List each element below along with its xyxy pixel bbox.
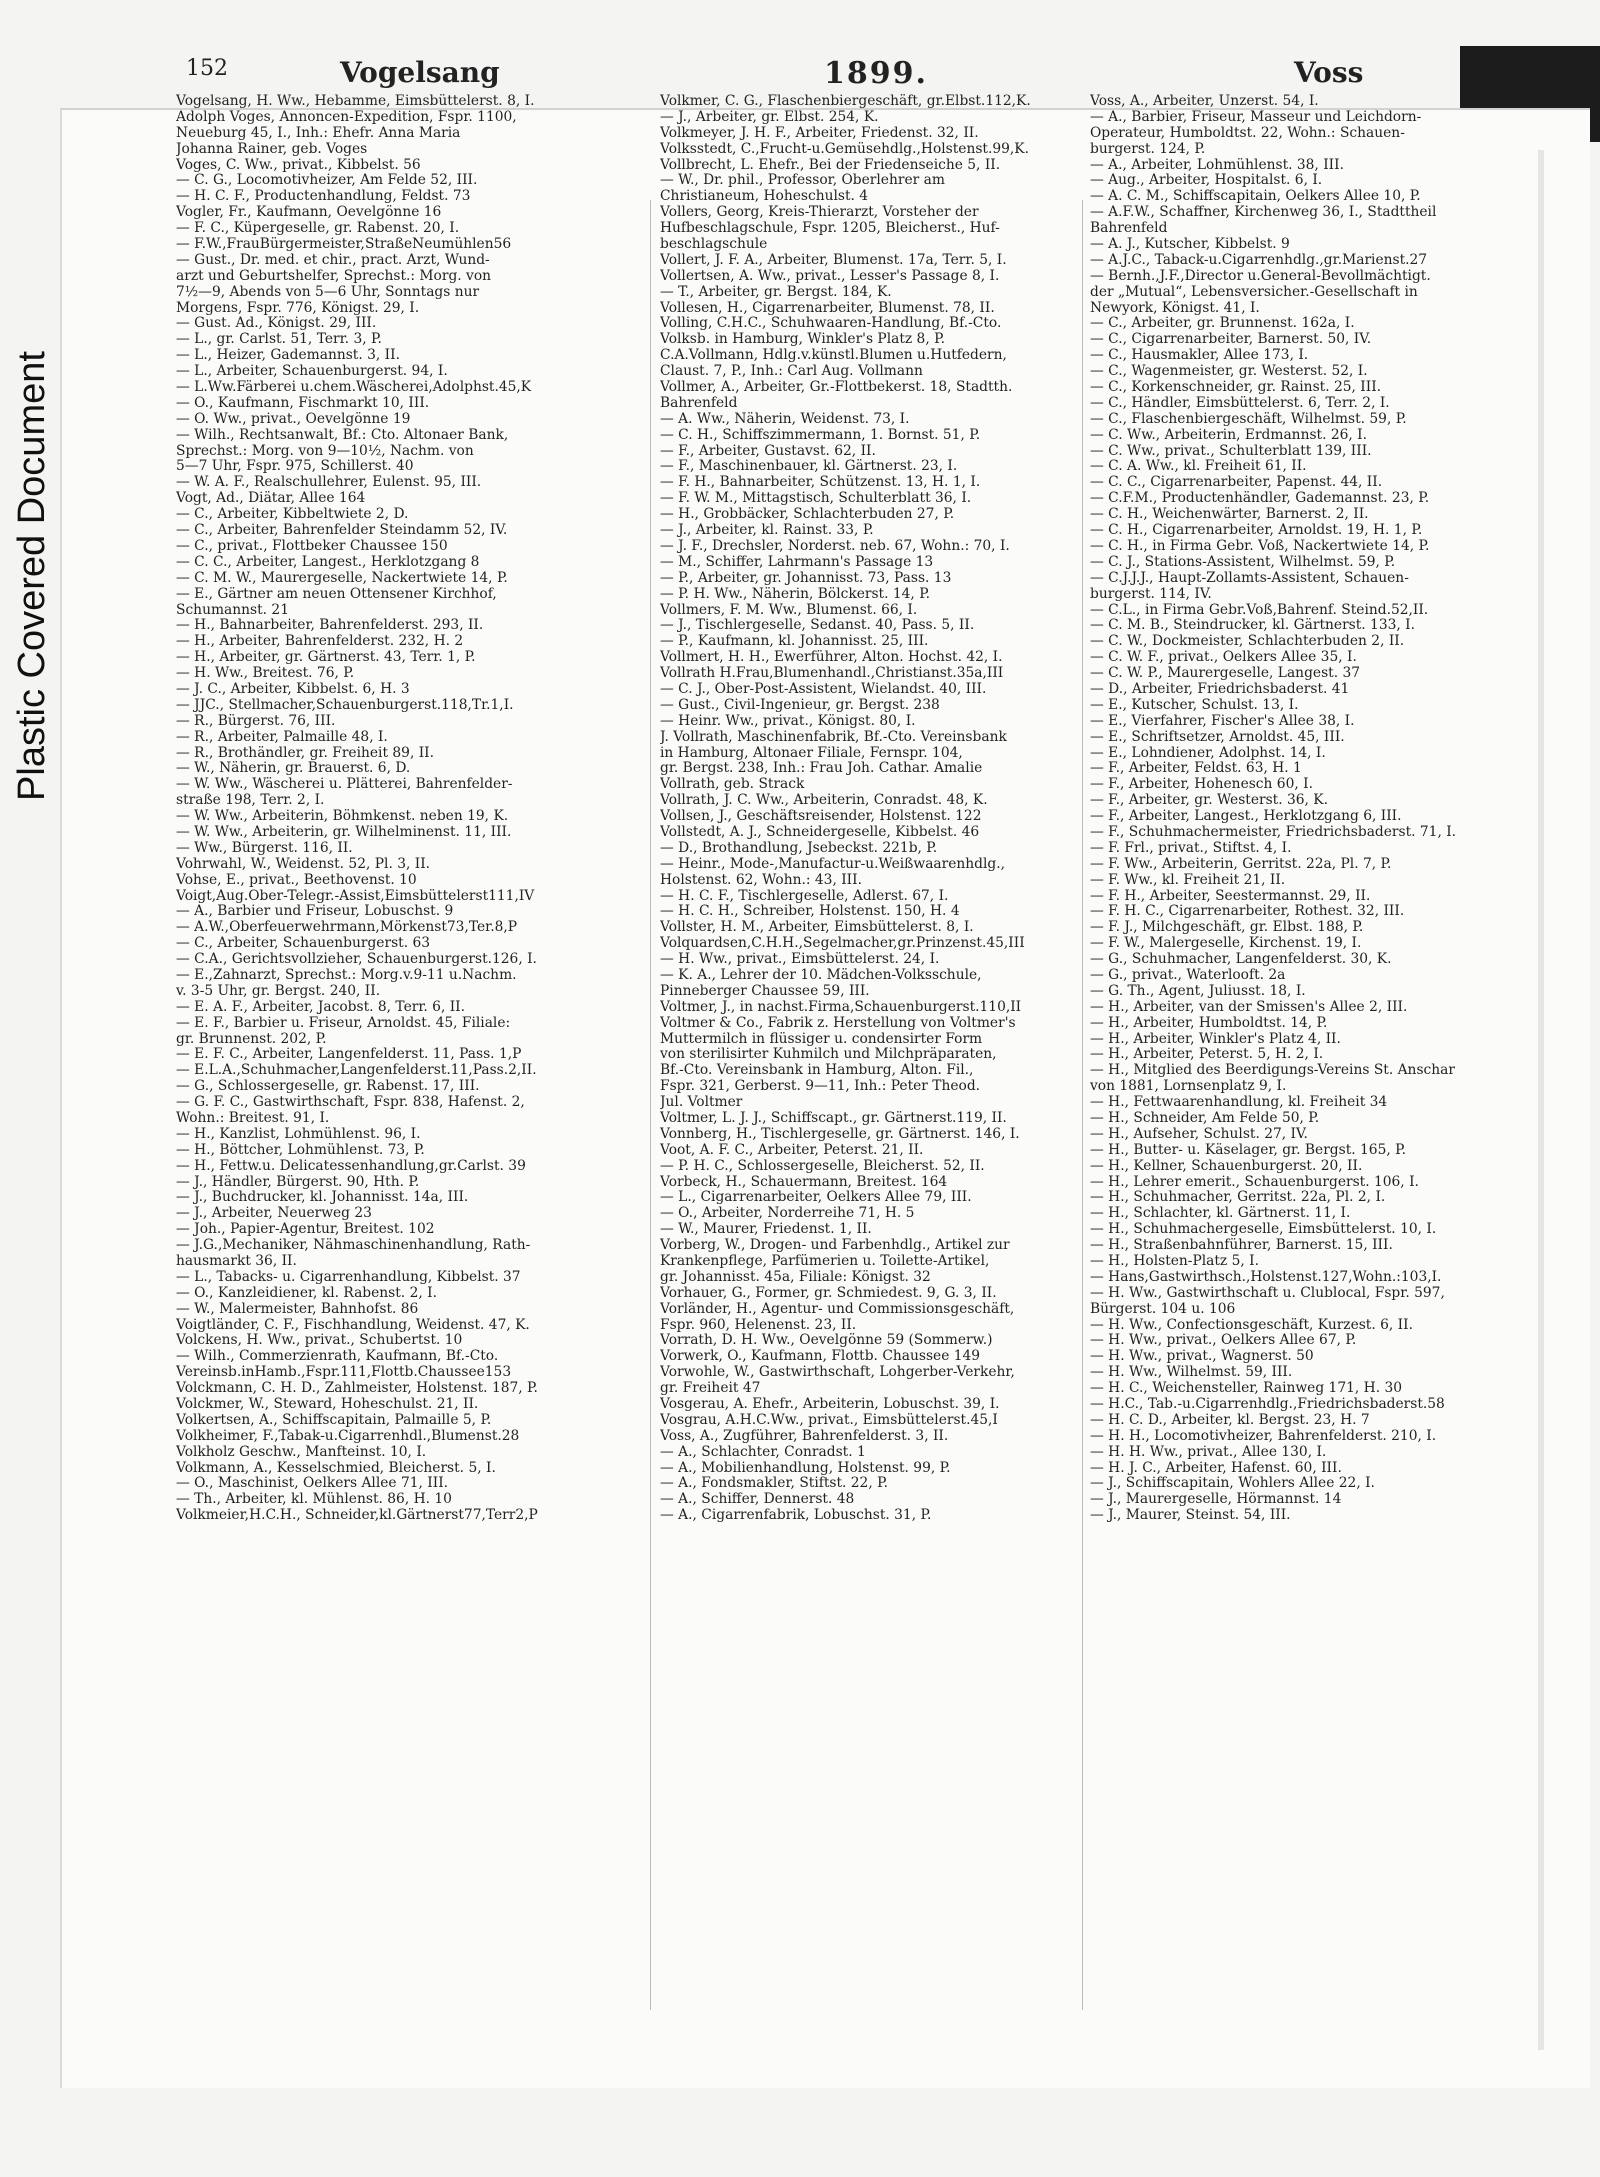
directory-entry: — H., Fettwaarenhandlung, kl. Freiheit 34 [1090, 1094, 1388, 1111]
directory-entry: von 1881, Lornsenplatz 9, I. [1090, 1078, 1287, 1095]
directory-entry: — J., Buchdrucker, kl. Johannisst. 14a, III. [176, 1189, 469, 1206]
directory-entry: Volkheimer, F.,Tabak-u.Cigarrenhdl.,Blumenst.28 [176, 1427, 520, 1444]
directory-entry: — F. H. C., Cigarrenarbeiter, Rothest. 32, III. [1090, 903, 1405, 920]
directory-entry: gr. Johannisst. 45a, Filiale: Königst. 32 [660, 1268, 931, 1285]
directory-entry: — Aug., Arbeiter, Hospitalst. 6, I. [1090, 172, 1323, 189]
directory-entry: — W., Malermeister, Bahnhofst. 86 [176, 1300, 419, 1317]
directory-entry: — W. Ww., Wäscherei u. Plätterei, Bahrenfelder- [176, 776, 513, 793]
directory-entry: — F. Ww., Arbeiterin, Gerritst. 22a, Pl. 7, P. [1090, 855, 1392, 872]
directory-entry: — A., Barbier und Friseur, Lobuschst. 9 [176, 903, 454, 920]
directory-entry: — C.A., Gerichtsvollzieher, Schauenburgerst.126, I. [176, 951, 537, 968]
directory-entry: — C. M. W., Maurergeselle, Nackertwiete 14, P. [176, 569, 508, 586]
directory-entry: — H., Fettw.u. Delicatessenhandlung,gr.Carlst. 39 [176, 1157, 526, 1174]
directory-entry: — H. C. F., Productenhandlung, Feldst. 73 [176, 188, 471, 205]
directory-entry: — Gust., Civil-Ingenieur, gr. Bergst. 238 [660, 696, 940, 713]
directory-entry: — C. H., in Firma Gebr. Voß, Nackertwiete 14, P. [1090, 537, 1430, 554]
directory-entry: — G., Schuhmacher, Langenfelderst. 30, K. [1090, 951, 1392, 968]
directory-entry: — Gust. Ad., Königst. 29, III. [176, 315, 377, 332]
directory-entry: 7½—9, Abends von 5—6 Uhr, Sonntags nur [176, 283, 480, 300]
directory-entry: beschlagschule [660, 236, 768, 253]
directory-entry: — O., Arbeiter, Norderreihe 71, H. 5 [660, 1205, 915, 1222]
directory-entry: — H. Ww., Gastwirthschaft u. Clublocal, Fspr. 597, [1090, 1284, 1445, 1301]
directory-entry: — H., Mitglied des Beerdigungs-Vereins St. Anschar [1090, 1062, 1455, 1079]
directory-entry: von sterilisirter Kuhmilch und Milchpräparaten, [660, 1046, 997, 1063]
directory-entry: Voltmer & Co., Fabrik z. Herstellung von Voltmer's [660, 1014, 1016, 1031]
directory-entry: — C. W., Dockmeister, Schlachterbuden 2, II. [1090, 633, 1405, 650]
directory-entry: — L., Cigarrenarbeiter, Oelkers Allee 79, III. [660, 1189, 972, 1206]
directory-entry: — C. Ww., Arbeiterin, Erdmannst. 26, I. [1090, 426, 1368, 443]
directory-entry: — J., Händler, Bürgerst. 90, Hth. P. [176, 1173, 420, 1190]
directory-entry: C.A.Vollmann, Hdlg.v.künstl.Blumen u.Hutfedern, [660, 347, 1007, 364]
directory-entry: — H., Schuhmacher, Gerritst. 22a, Pl. 2, I. [1090, 1189, 1386, 1206]
directory-entry: J. Vollrath, Maschinenfabrik, Bf.-Cto. Vereinsbank [660, 728, 1007, 745]
directory-entry: Voss, A., Zugführer, Bahrenfelderst. 3, II. [660, 1427, 949, 1444]
directory-entry: — L., gr. Carlst. 51, Terr. 3, P. [176, 331, 382, 348]
directory-entry: — H. C. F., Tischlergeselle, Adlerst. 67, I. [660, 887, 949, 904]
directory-entry: — L., Tabacks- u. Cigarrenhandlung, Kibbelst. 37 [176, 1268, 521, 1285]
directory-entry: Claust. 7, P., Inh.: Carl Aug. Vollmann [660, 363, 923, 380]
directory-entry: — J., Tischlergeselle, Sedanst. 40, Pass. 5, II. [660, 617, 975, 634]
directory-entry: — H. C. H., Schreiber, Holstenst. 150, H. 4 [660, 903, 960, 920]
directory-entry: — E., Kutscher, Schulst. 13, I. [1090, 696, 1299, 713]
directory-entry: — H. C., Weichensteller, Rainweg 171, H. 30 [1090, 1380, 1403, 1397]
directory-entry: Vollmer, A., Arbeiter, Gr.-Flottbekerst. 18, Stadtth. [660, 379, 1013, 396]
directory-entry: — F. W. M., Mittagstisch, Schulterblatt 36, I. [660, 490, 972, 507]
directory-entry: — A.J.C., Taback-u.Cigarrenhdlg.,gr.Marienst.27 [1090, 251, 1428, 268]
directory-entry: — D., Brothandlung, Jsebeckst. 221b, P. [660, 839, 938, 856]
page-edge [1538, 150, 1544, 2050]
directory-entry: — F. H., Bahnarbeiter, Schützenst. 13, H. 1, I. [660, 474, 981, 491]
directory-entry: — R., Brothändler, gr. Freiheit 89, II. [176, 744, 435, 761]
directory-entry: — A. C. M., Schiffscapitain, Oelkers Allee 10, P. [1090, 188, 1421, 205]
directory-entry: Vosgerau, A. Ehefr., Arbeiterin, Lobuschst. 39, I. [660, 1396, 1000, 1413]
directory-entry: — A., Fondsmakler, Stiftst. 22, P. [660, 1475, 888, 1492]
directory-entry: Vollmert, H. H., Ewerführer, Alton. Hochst. 42, I. [660, 649, 1003, 666]
directory-entry: — H. H. Ww., privat., Allee 130, I. [1090, 1443, 1327, 1460]
side-label: Plastic Covered Document [11, 351, 53, 801]
directory-entry: — A., Schiffer, Dennerst. 48 [660, 1491, 855, 1508]
directory-entry: Hufbeschlagschule, Fspr. 1205, Bleicherst., Huf- [660, 220, 1000, 237]
directory-entry: Vollertsen, A. Ww., privat., Lesser's Passage 8, I. [660, 267, 1000, 284]
directory-entry: v. 3-5 Uhr, gr. Bergst. 240, II. [176, 982, 381, 999]
directory-entry: — H., Arbeiter, gr. Gärtnerst. 43, Terr. 1, P. [176, 649, 476, 666]
directory-entry: — F. C., Küpergeselle, gr. Rabenst. 20, I. [176, 220, 460, 237]
directory-entry: Adolph Voges, Annoncen-Expedition, Fspr. 1100, [176, 108, 517, 125]
directory-entry: — E. F., Barbier u. Friseur, Arnoldst. 45, Filiale: [176, 1014, 511, 1031]
directory-entry: Vollster, H. M., Arbeiter, Eimsbüttelerst. 8, I. [660, 919, 974, 936]
directory-entry: — Joh., Papier-Agentur, Breitest. 102 [176, 1221, 435, 1238]
directory-entry: Schumannst. 21 [176, 601, 289, 618]
directory-entry: — H., Kanzlist, Lohmühlenst. 96, I. [176, 1125, 421, 1142]
directory-entry: — H., Bahnarbeiter, Bahrenfelderst. 293, II. [176, 617, 484, 634]
directory-entry: — H., Aufseher, Schulst. 27, IV. [1090, 1125, 1308, 1142]
directory-entry: Volquardsen,C.H.H.,Segelmacher,gr.Prinzenst.45,III [660, 935, 1025, 952]
directory-entry: Vonnberg, H., Tischlergeselle, gr. Gärtnerst. 146, I. [660, 1125, 1020, 1142]
directory-entry: — E.,Zahnarzt, Sprechst.: Morg.v.9-11 u.Nachm. [176, 966, 517, 983]
directory-entry: der „Mutual“, Lebensversicher.-Gesellschaft in [1090, 283, 1418, 300]
directory-entry: Krankenpflege, Parfümerien u. Toilette-Artikel, [660, 1253, 990, 1270]
directory-entry: Johanna Rainer, geb. Voges [176, 140, 368, 157]
directory-entry: Vogelsang, H. Ww., Hebamme, Eimsbüttelerst. 8, I. [176, 94, 535, 109]
directory-entry: — P. H. C., Schlossergeselle, Bleicherst. 52, II. [660, 1157, 985, 1174]
directory-entry: — C., Hausmakler, Allee 173, I. [1090, 347, 1309, 364]
directory-entry: — A.W.,Oberfeuerwehrmann,Mörkenst73,Ter.8,P [176, 919, 518, 936]
directory-entry: Operateur, Humboldtst. 22, Wohn.: Schauen- [1090, 124, 1405, 141]
directory-entry: in Hamburg, Altonaer Filiale, Fernspr. 104, [660, 744, 963, 761]
directory-entry: — Ww., Bürgerst. 116, II. [176, 839, 353, 856]
directory-entry: Vollmers, F. M. Ww., Blumenst. 66, I. [660, 601, 918, 618]
directory-entry: — H., Schneider, Am Felde 50, P. [1090, 1110, 1320, 1126]
directory-entry: Voigt,Aug.Ober-Telegr.-Assist,Eimsbüttelerst111,IV [176, 887, 535, 904]
directory-entry: — F., Arbeiter, Gustavst. 62, II. [660, 442, 876, 459]
directory-entry: — J. F., Drechsler, Norderst. neb. 67, Wohn.: 70, I. [660, 537, 1010, 554]
directory-entry: Vollrath, geb. Strack [660, 776, 805, 793]
directory-entry: — C. A. Ww., kl. Freiheit 61, II. [1090, 458, 1307, 475]
directory-entry: Vereinsb.inHamb.,Fspr.111,Flottb.Chaussee153 [176, 1364, 512, 1381]
directory-entry: Bahrenfeld [660, 394, 738, 411]
directory-entry: — K. A., Lehrer der 10. Mädchen-Volksschule, [660, 966, 982, 983]
directory-entry: — G. F. C., Gastwirthschaft, Fspr. 838, Hafenst. 2, [176, 1094, 525, 1111]
directory-entry: — C. W. F., privat., Oelkers Allee 35, I. [1090, 649, 1357, 666]
directory-entry: — C., Arbeiter, Bahrenfelder Steindamm 52, IV. [176, 522, 508, 539]
directory-entry: — JJC., Stellmacher,Schauenburgerst.118,Tr.1,I. [176, 696, 514, 713]
directory-entry: — F. H., Arbeiter, Seestermannst. 29, II. [1090, 887, 1371, 904]
directory-entry: Volkmer, C. G., Flaschenbiergeschäft, gr.Elbst.112,K. [660, 94, 1031, 109]
directory-entry: — Wilh., Rechtsanwalt, Bf.: Cto. Altonaer Bank, [176, 426, 509, 443]
directory-entry: — G., privat., Waterlooft. 2a [1090, 966, 1286, 983]
directory-entry: — Heinr., Mode-,Manufactur-u.Weißwaarenhdlg., [660, 855, 1006, 872]
directory-entry: — C. M. B., Steindrucker, kl. Gärtnerst. 133, I. [1090, 617, 1416, 634]
directory-entry: — H., Holsten-Platz 5, I. [1090, 1253, 1259, 1270]
directory-entry: — H., Böttcher, Lohmühlenst. 73, P. [176, 1141, 425, 1158]
directory-entry: — H., Arbeiter, Bahrenfelderst. 232, H. 2 [176, 633, 464, 650]
directory-entry: — J. C., Arbeiter, Kibbelst. 6, H. 3 [176, 680, 410, 697]
directory-entry: Voltmer, J., in nachst.Firma,Schauenburgerst.110,II [660, 998, 1022, 1015]
directory-entry: Vorrath, D. H. Ww., Oevelgönne 59 (Sommerw.) [660, 1332, 993, 1349]
directory-entry: — L.Ww.Färberei u.chem.Wäscherei,Adolphst.45,K [176, 379, 532, 396]
directory-entry: — C. H., Weichenwärter, Barnerst. 2, II. [1090, 506, 1369, 523]
directory-entry: burgerst. 124, P. [1090, 140, 1206, 157]
directory-entry: Wohn.: Breitest. 91, I. [176, 1110, 330, 1126]
directory-entry: 5—7 Uhr, Fspr. 975, Schillerst. 40 [176, 458, 414, 475]
directory-entry: — A.F.W., Schaffner, Kirchenweg 36, I., Stadttheil [1090, 204, 1437, 221]
directory-entry: — J., Maurer, Steinst. 54, III. [1090, 1507, 1291, 1524]
directory-entry: Vollrath, J. C. Ww., Arbeiterin, Conradst. 48, K. [660, 792, 988, 809]
directory-entry: — H., Lehrer emerit., Schauenburgerst. 106, I. [1090, 1173, 1419, 1190]
directory-entry: — H., Grobbäcker, Schlachterbuden 27, P. [660, 506, 955, 523]
directory-entry: — C. W. P., Maurergeselle, Langest. 37 [1090, 665, 1361, 682]
directory-entry: — J., Maurergeselle, Hörmannst. 14 [1090, 1491, 1342, 1508]
column-middle [660, 94, 1090, 1524]
directory-entry: Christianeum, Hoheschulst. 4 [660, 188, 869, 205]
directory-entry: Volkmeier,H.C.H., Schneider,kl.Gärtnerst77,Terr2,P [176, 1507, 538, 1524]
directory-entry: — P., Kaufmann, kl. Johannisst. 25, III. [660, 633, 929, 650]
directory-entry: — L., Heizer, Gademannst. 3, II. [176, 347, 400, 364]
directory-entry: — O., Kanzleidiener, kl. Rabenst. 2, I. [176, 1284, 437, 1301]
directory-entry: — C.J.J.J., Haupt-Zollamts-Assistent, Schauen- [1090, 569, 1409, 586]
directory-entry: — G. Th., Agent, Juliusst. 18, I. [1090, 982, 1306, 999]
directory-entry: — A., Schlachter, Conradst. 1 [660, 1443, 866, 1460]
directory-entry: Voigtländer, C. F., Fischhandlung, Weidenst. 47, K. [176, 1316, 530, 1333]
directory-entry: — H. Ww., Breitest. 76, P. [176, 665, 355, 682]
directory-entry: — D., Arbeiter, Friedrichsbaderst. 41 [1090, 680, 1350, 697]
directory-entry: Vollsen, J., Geschäftsreisender, Holstenst. 122 [660, 808, 982, 825]
directory-entry: Vohse, E., privat., Beethovenst. 10 [176, 871, 417, 888]
directory-entry: Fspr. 321, Gerberst. 9—11, Inh.: Peter Theod. [660, 1078, 981, 1095]
directory-entry: — F., Arbeiter, Langest., Herklotzgang 6, III. [1090, 808, 1402, 825]
directory-entry: Voges, C. Ww., privat., Kibbelst. 56 [176, 156, 421, 173]
directory-entry: — C., Flaschenbiergeschäft, Wilhelmst. 59, P. [1090, 410, 1407, 427]
directory-entry: Jul. Voltmer [660, 1094, 743, 1111]
directory-entry: Volksstedt, C.,Frucht-u.Gemüsehdlg.,Holstenst.99,K. [660, 140, 1029, 157]
directory-entry: — F., Maschinenbauer, kl. Gärtnerst. 23, I. [660, 458, 958, 475]
directory-entry: Morgens, Fspr. 776, Königst. 29, I. [176, 299, 420, 316]
directory-entry: — H.C., Tab.-u.Cigarrenhdlg.,Friedrichsbaderst.58 [1090, 1396, 1445, 1413]
directory-entry: Vorwohle, W., Gastwirthschaft, Lohgerber-Verkehr, [660, 1364, 1015, 1381]
directory-entry: Volkertsen, A., Schiffscapitain, Palmaille 5, P. [176, 1411, 492, 1428]
directory-entry: Volling, C.H.C., Schuhwaaren-Handlung, Bf.-Cto. [660, 315, 1002, 332]
directory-entry: — J., Arbeiter, gr. Elbst. 254, K. [660, 108, 879, 125]
directory-entry: — H., Schuhmachergeselle, Eimsbüttelerst. 10, I. [1090, 1221, 1437, 1238]
directory-entry: straße 198, Terr. 2, I. [176, 792, 325, 809]
directory-entry: — Bernh.,J.F.,Director u.General-Bevollmächtigt. [1090, 267, 1431, 284]
directory-entry: — F., Arbeiter, gr. Westerst. 36, K. [1090, 792, 1328, 809]
directory-entry: Vorländer, H., Agentur- und Commissionsgeschäft, [660, 1300, 1015, 1317]
directory-entry: Volkholz Geschw., Manfteinst. 10, I. [176, 1443, 427, 1460]
directory-entry: — C., Händler, Eimsbüttelerst. 6, Terr. 2, I. [1090, 394, 1390, 411]
directory-entry: — C. J., Ober-Post-Assistent, Wielandst. 40, III. [660, 680, 987, 697]
directory-entry: Muttermilch in flüssiger u. condensirter Form [660, 1030, 983, 1047]
directory-entry: — C.F.M., Productenhändler, Gademannst. 23, P. [1090, 490, 1430, 507]
directory-entry: — H. Ww., privat., Eimsbüttelerst. 24, I. [660, 951, 940, 968]
directory-entry: Vorhauer, G., Former, gr. Schmiedest. 9, G. 3, II. [660, 1284, 997, 1301]
directory-entry: — W. Ww., Arbeiterin, Böhmkenst. neben 19, K. [176, 808, 509, 825]
directory-entry: Vollesen, H., Cigarrenarbeiter, Blumenst. 78, II. [660, 299, 995, 316]
directory-entry: Fspr. 960, Helenenst. 23, II. [660, 1316, 857, 1333]
directory-entry: burgerst. 114, IV. [1090, 585, 1212, 602]
directory-entry: — R., Bürgerst. 76, III. [176, 712, 336, 729]
directory-entry: — H. Ww., privat., Oelkers Allee 67, P. [1090, 1332, 1357, 1349]
directory-entry: — Heinr. Ww., privat., Königst. 80, I. [660, 712, 916, 729]
directory-entry: — R., Arbeiter, Palmaille 48, I. [176, 728, 388, 745]
header-year: 1899. [824, 56, 928, 91]
directory-entry: Vorberg, W., Drogen- und Farbenhdlg., Artikel zur [660, 1237, 1010, 1254]
directory-entry: — C. C., Arbeiter, Langest., Herklotzgang 8 [176, 553, 480, 570]
directory-entry: — O., Maschinist, Oelkers Allee 71, III. [176, 1475, 449, 1492]
directory-entry: Volksb. in Hamburg, Winkler's Platz 8, P. [660, 331, 945, 348]
directory-entry: Neueburg 45, I., Inh.: Ehefr. Anna Maria [176, 124, 461, 141]
directory-entry: Volkmann, A., Kesselschmied, Bleicherst. 5, I. [176, 1459, 496, 1476]
directory-entry: — F., Schuhmachermeister, Friedrichsbaderst. 71, I. [1090, 823, 1457, 840]
directory-entry: Newyork, Königst. 41, I. [1090, 299, 1260, 316]
directory-entry: — E., Vierfahrer, Fischer's Allee 38, I. [1090, 712, 1355, 729]
column-right [1090, 94, 1515, 1524]
directory-entry: — H., Arbeiter, Humboldtst. 14, P. [1090, 1014, 1328, 1031]
directory-entry: — C., Arbeiter, Schauenburgerst. 63 [176, 935, 431, 952]
directory-entry: — H. Ww., privat., Wagnerst. 50 [1090, 1348, 1314, 1365]
directory-entry: arzt und Geburtshelfer, Sprechst.: Morg. von [176, 267, 492, 284]
directory-entry: Vollrath H.Frau,Blumenhandl.,Christianst.35a,III [660, 665, 1004, 682]
directory-entry: Volckmann, C. H. D., Zahlmeister, Holstenst. 187, P. [176, 1380, 538, 1397]
directory-entry: — G., Schlossergeselle, gr. Rabenst. 17, III. [176, 1078, 480, 1095]
directory-entry: gr. Brunnenst. 202, P. [176, 1030, 327, 1047]
directory-entry: — A., Barbier, Friseur, Masseur und Leichdorn- [1090, 108, 1422, 125]
directory-entry: Volckens, H. Ww., privat., Schubertst. 10 [176, 1332, 463, 1349]
header-right-keyword: Voss [1294, 56, 1364, 89]
directory-entry: — E., Gärtner am neuen Ottensener Kirchhof, [176, 585, 497, 602]
directory-entry: Vogler, Fr., Kaufmann, Oevelgönne 16 [176, 204, 442, 221]
directory-entry: Vohrwahl, W., Weidenst. 52, Pl. 3, II. [176, 855, 431, 872]
directory-entry: — F.W.,FrauBürgermeister,StraßeNeumühlen56 [176, 236, 512, 253]
directory-entry: — F., Arbeiter, Hohenesch 60, I. [1090, 776, 1313, 793]
directory-entry: — H., Arbeiter, Winkler's Platz 4, II. [1090, 1030, 1341, 1047]
directory-entry: — E., Schriftsetzer, Arnoldst. 45, III. [1090, 728, 1345, 745]
directory-entry: — C. C., Cigarrenarbeiter, Papenst. 44, II. [1090, 474, 1383, 491]
directory-entry: — A. J., Kutscher, Kibbelst. 9 [1090, 236, 1290, 253]
directory-entry: — J., Schiffscapitain, Wohlers Allee 22, I. [1090, 1475, 1375, 1492]
directory-entry: Volckmer, W., Steward, Hoheschulst. 21, II. [176, 1396, 479, 1413]
directory-entry: — W., Näherin, gr. Brauerst. 6, D. [176, 760, 411, 777]
directory-entry: — F. J., Milchgeschäft, gr. Elbst. 188, P. [1090, 919, 1364, 936]
directory-entry: Pinneberger Chaussee 59, III. [660, 982, 870, 999]
directory-entry: — C., Arbeiter, gr. Brunnenst. 162a, I. [1090, 315, 1355, 332]
directory-entry: gr. Bergst. 238, Inh.: Frau Joh. Cathar. Amalie [660, 760, 983, 777]
directory-entry: — H., Arbeiter, van der Smissen's Allee 2, III. [1090, 998, 1408, 1015]
directory-entry: — A., Arbeiter, Lohmühlenst. 38, III. [1090, 156, 1344, 173]
directory-entry: — E. F. C., Arbeiter, Langenfelderst. 11, Pass. 1,P [176, 1046, 522, 1063]
directory-entry: — H., Kellner, Schauenburgerst. 20, II. [1090, 1157, 1363, 1174]
directory-entry: — C., privat., Flottbeker Chaussee 150 [176, 537, 448, 554]
directory-entry: — M., Schiffer, Lahrmann's Passage 13 [660, 553, 934, 570]
directory-entry: Holstenst. 62, Wohn.: 43, III. [660, 871, 862, 888]
directory-entry: Volkmeyer, J. H. F., Arbeiter, Friedenst. 32, II. [660, 124, 979, 141]
directory-entry: — C. Ww., privat., Schulterblatt 139, III. [1090, 442, 1372, 459]
directory-entry: — H. H., Locomotivheizer, Bahrenfelderst. 210, I. [1090, 1427, 1437, 1444]
directory-entry: — C., Korkenschneider, gr. Rainst. 25, III. [1090, 379, 1382, 396]
directory-entry: hausmarkt 36, II. [176, 1253, 297, 1270]
directory-entry: — A., Mobilienhandlung, Holstenst. 99, P. [660, 1459, 951, 1476]
column-left [176, 94, 646, 1524]
directory-entry: Bürgerst. 104 u. 106 [1090, 1300, 1236, 1317]
directory-entry: Vogt, Ad., Diätar, Allee 164 [176, 490, 366, 507]
directory-entry: — J.G.,Mechaniker, Nähmaschinenhandlung, Rath- [176, 1237, 531, 1254]
directory-entry: — Th., Arbeiter, kl. Mühlenst. 86, H. 10 [176, 1491, 452, 1508]
column-divider [650, 200, 651, 2010]
directory-entry: — C. J., Stations-Assistent, Wilhelmst. 59, P. [1090, 553, 1396, 570]
page-number: 152 [186, 56, 228, 81]
directory-entry: — C., Arbeiter, Kibbeltwiete 2, D. [176, 506, 409, 523]
directory-entry: — H. C. D., Arbeiter, kl. Bergst. 23, H. 7 [1090, 1411, 1370, 1428]
directory-entry: — A. Ww., Näherin, Weidenst. 73, I. [660, 410, 910, 427]
directory-entry: — C., Wagenmeister, gr. Westerst. 52, I. [1090, 363, 1368, 380]
directory-entry: — H. J. C., Arbeiter, Hafenst. 60, III. [1090, 1459, 1342, 1476]
directory-entry: — E., Lohndiener, Adolphst. 14, I. [1090, 744, 1326, 761]
directory-entry: Vorwerk, O., Kaufmann, Flottb. Chaussee 149 [660, 1348, 981, 1365]
directory-entry: — Hans,Gastwirthsch.,Holstenst.127,Wohn.:103,I. [1090, 1268, 1442, 1285]
directory-entry: — E. A. F., Arbeiter, Jacobst. 8, Terr. 6, II. [176, 998, 466, 1015]
directory-entry: — H., Schlachter, kl. Gärtnerst. 11, I. [1090, 1205, 1351, 1222]
directory-entry: — L., Arbeiter, Schauenburgerst. 94, I. [176, 363, 448, 380]
directory-entry: Vollbrecht, L. Ehefr., Bei der Friedenseiche 5, II. [660, 156, 1001, 173]
directory-entry: — O., Kaufmann, Fischmarkt 10, III. [176, 394, 430, 411]
directory-entry: — F., Arbeiter, Feldst. 63, H. 1 [1090, 760, 1302, 777]
directory-entry: — F. Frl., privat., Stiftst. 4, I. [1090, 839, 1292, 856]
directory-entry: Vosgrau, A.H.C.Ww., privat., Eimsbüttelerst.45,I [660, 1411, 998, 1428]
directory-entry: — T., Arbeiter, gr. Bergst. 184, K. [660, 283, 892, 300]
directory-entry: gr. Freiheit 47 [660, 1380, 761, 1397]
directory-entry: — H., Arbeiter, Peterst. 5, H. 2, I. [1090, 1046, 1324, 1063]
header-left-keyword: Vogelsang [340, 56, 500, 89]
directory-entry: — J., Arbeiter, kl. Rainst. 33, P. [660, 522, 874, 539]
directory-entry: — O. Ww., privat., Oevelgönne 19 [176, 410, 411, 427]
directory-entry: — P., Arbeiter, gr. Johannisst. 73, Pass. 13 [660, 569, 952, 586]
directory-entry: — W. Ww., Arbeiterin, gr. Wilhelminenst. 11, III. [176, 823, 512, 840]
directory-entry: Sprechst.: Morg. von 9—10½, Nachm. von [176, 442, 474, 459]
directory-entry: — P. H. Ww., Näherin, Bölckerst. 14, P. [660, 585, 931, 602]
directory-entry: Vollert, J. F. A., Arbeiter, Blumenst. 17a, Terr. 5, I. [660, 251, 1007, 268]
directory-entry: — H. Ww., Confectionsgeschäft, Kurzest. 6, II. [1090, 1316, 1413, 1333]
directory-entry: Voltmer, L. J. J., Schiffscapt., gr. Gärtnerst.119, II. [660, 1110, 1007, 1126]
directory-entry: — A., Cigarrenfabrik, Lobuschst. 31, P. [660, 1507, 932, 1524]
directory-entry: — Wilh., Commerzienrath, Kaufmann, Bf.-Cto. [176, 1348, 499, 1365]
directory-entry: — H. Ww., Wilhelmst. 59, III. [1090, 1364, 1293, 1381]
directory-entry: Voot, A. F. C., Arbeiter, Peterst. 21, II. [660, 1141, 924, 1158]
directory-entry: — W. A. F., Realschullehrer, Eulenst. 95, III. [176, 474, 482, 491]
directory-entry: — F. W., Malergeselle, Kirchenst. 19, I. [1090, 935, 1362, 952]
directory-entry: — H., Straßenbahnführer, Barnerst. 15, III. [1090, 1237, 1393, 1254]
directory-entry: — C. H., Schiffszimmermann, 1. Bornst. 51, P. [660, 426, 981, 443]
directory-entry: — C. G., Locomotivheizer, Am Felde 52, III. [176, 172, 478, 189]
directory-entry: Voss, A., Arbeiter, Unzerst. 54, I. [1090, 94, 1319, 109]
directory-entry: — Gust., Dr. med. et chir., pract. Arzt, Wund- [176, 251, 490, 268]
directory-entry: — F. Ww., kl. Freiheit 21, II. [1090, 871, 1286, 888]
directory-entry: Vorbeck, H., Schauermann, Breitest. 164 [660, 1173, 948, 1190]
directory-entry: Bf.-Cto. Vereinsbank in Hamburg, Alton. Fil., [660, 1062, 974, 1079]
directory-entry: — H., Butter- u. Käselager, gr. Bergst. 165, P. [1090, 1141, 1406, 1158]
directory-entry: — C. H., Cigarrenarbeiter, Arnoldst. 19, H. 1, P. [1090, 522, 1423, 539]
directory-entry: — W., Maurer, Friedenst. 1, II. [660, 1221, 872, 1238]
directory-entry: — C.L., in Firma Gebr.Voß,Bahrenf. Steind.52,II. [1090, 601, 1429, 618]
directory-entry: Bahrenfeld [1090, 220, 1168, 237]
directory-entry: Vollers, Georg, Kreis-Thierarzt, Vorsteher der [660, 204, 979, 221]
directory-entry: — J., Arbeiter, Neuerweg 23 [176, 1205, 372, 1222]
directory-entry: — C., Cigarrenarbeiter, Barnerst. 50, IV. [1090, 331, 1372, 348]
directory-entry: Vollstedt, A. J., Schneidergeselle, Kibbelst. 46 [660, 823, 980, 840]
directory-entry: — E.L.A.,Schuhmacher,Langenfelderst.11,Pass.2,II. [176, 1062, 537, 1079]
directory-entry: — W., Dr. phil., Professor, Oberlehrer am [660, 172, 945, 189]
